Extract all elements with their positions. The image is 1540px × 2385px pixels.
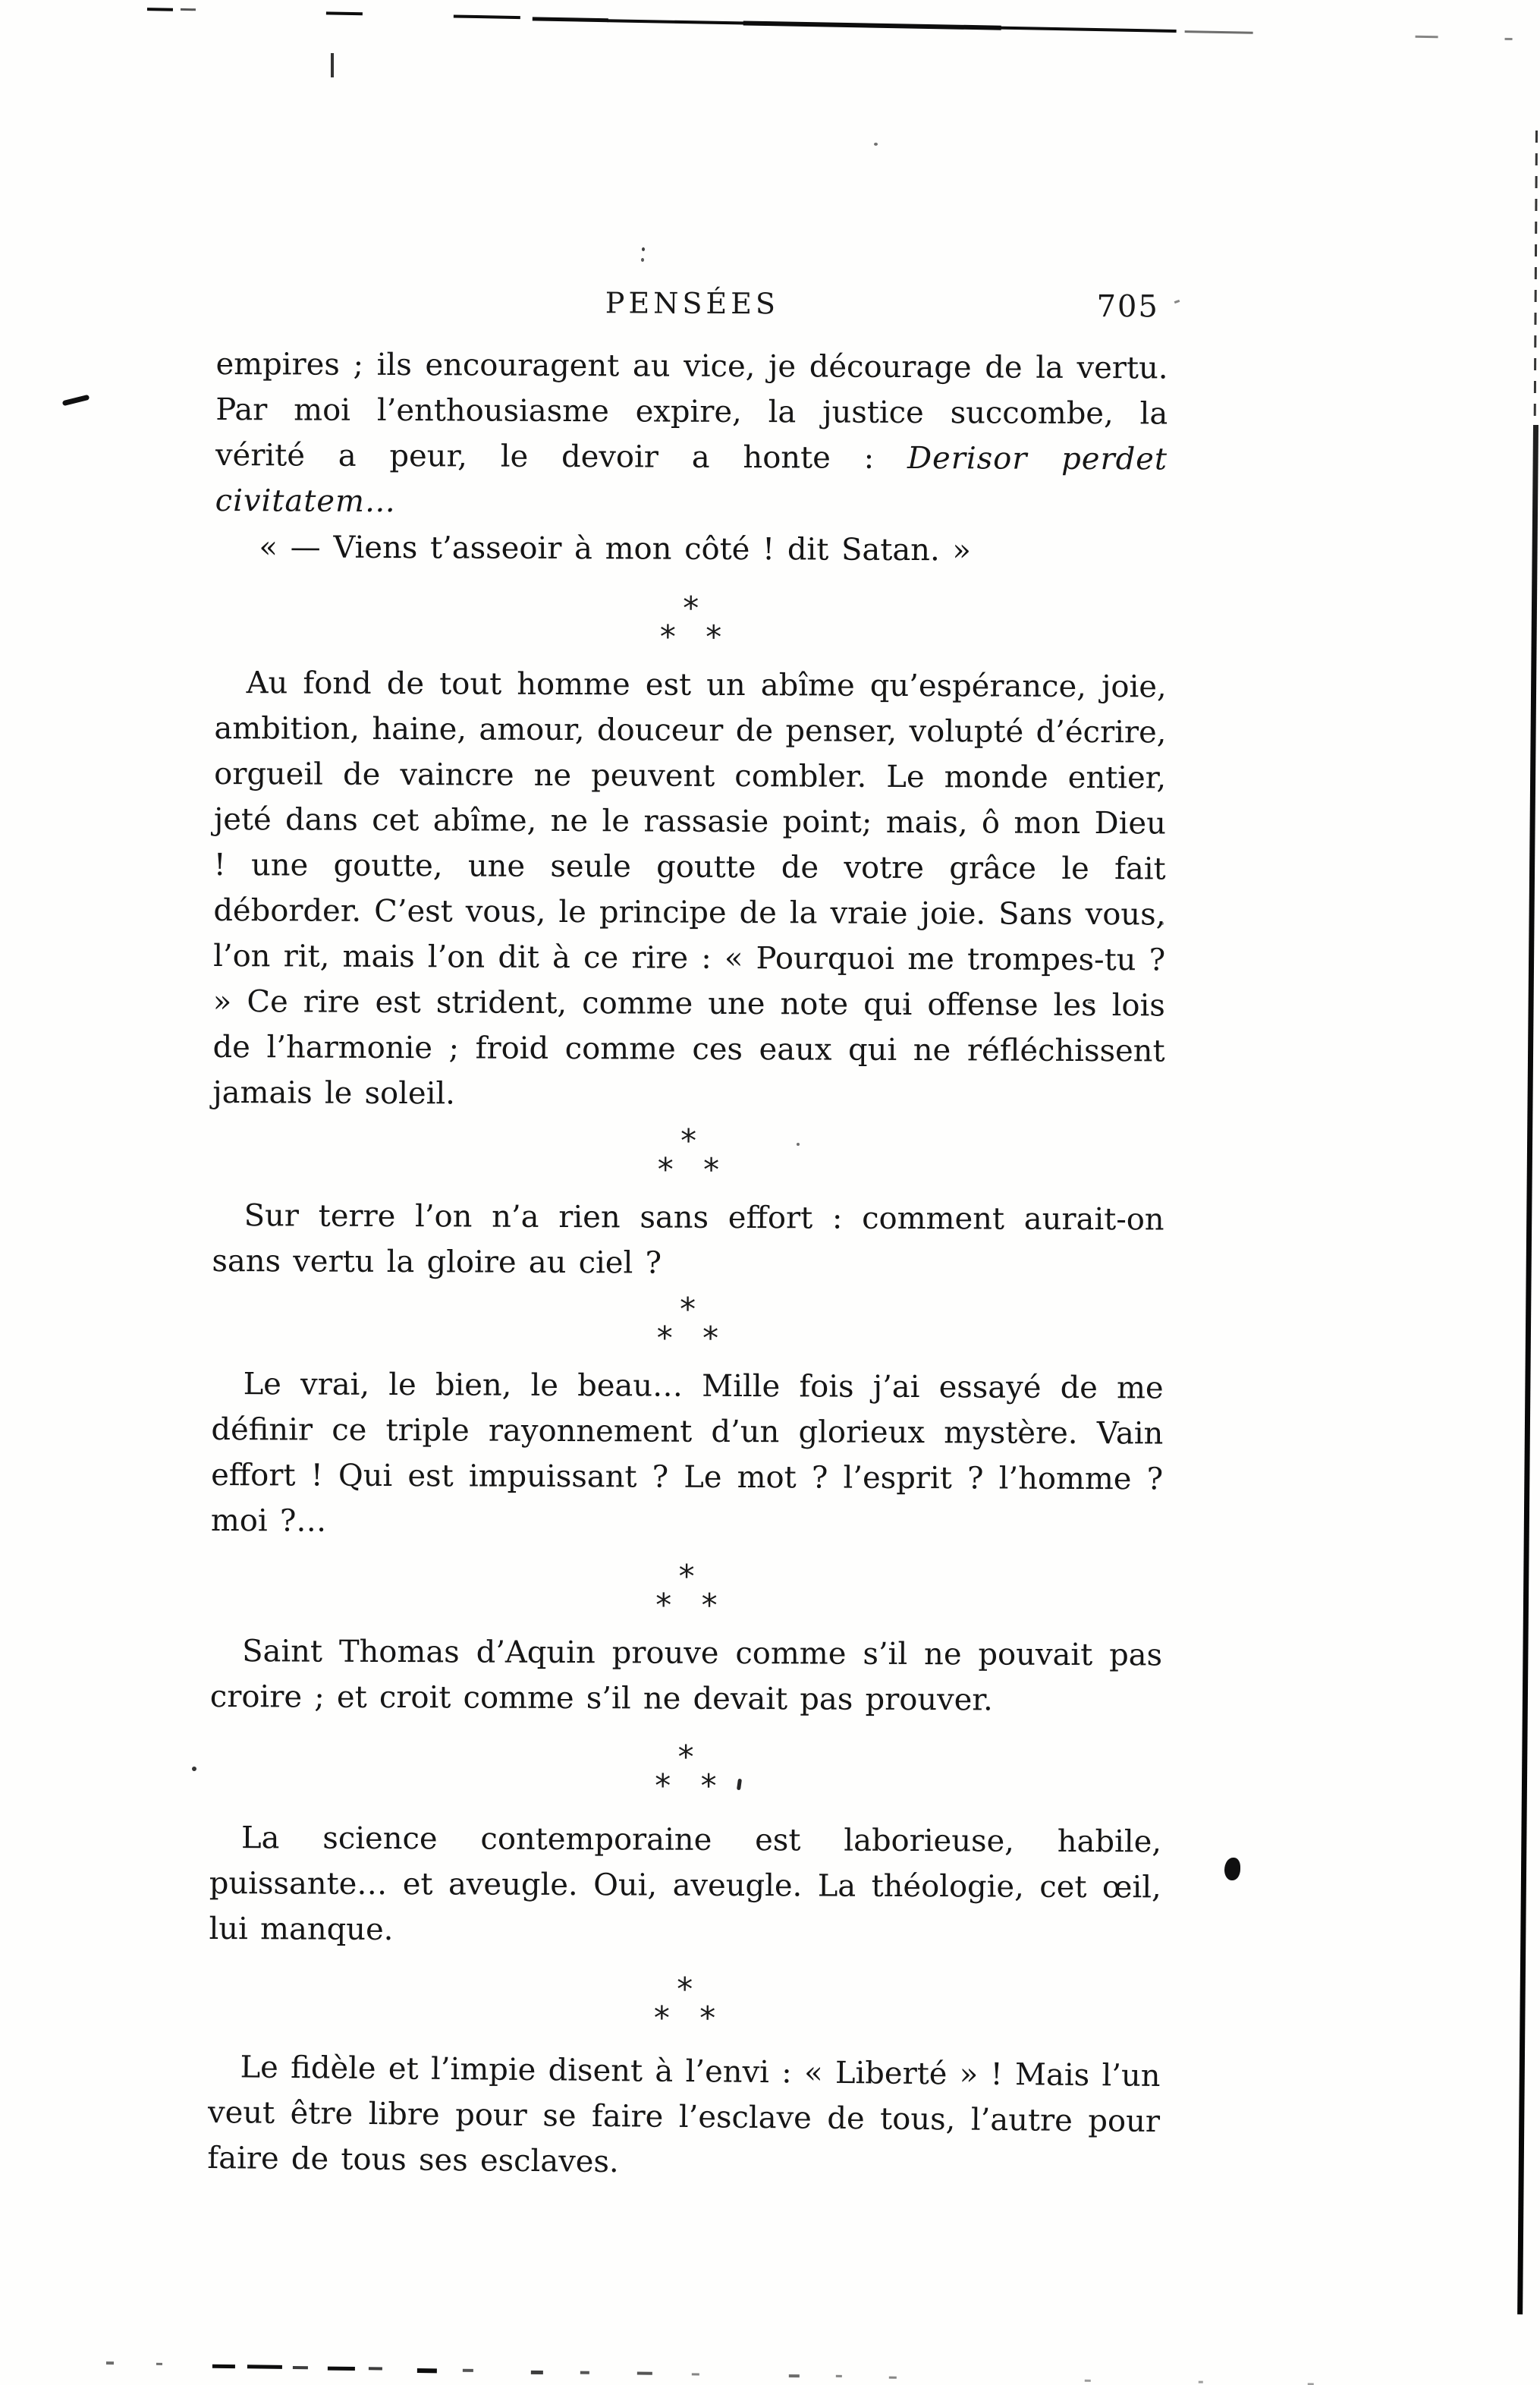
page-title: PENSÉES [605, 286, 780, 321]
page-number: 705 [1096, 289, 1159, 325]
asterisk-pair: * * [656, 1319, 719, 1357]
asterisk-pair: * * [659, 618, 722, 656]
asterism-separator [212, 1290, 1164, 1358]
asterisk-top: * [680, 1122, 697, 1159]
asterisk-pair: * * [655, 1767, 717, 1804]
ink-blob [1224, 1858, 1240, 1880]
scan-speck [1174, 300, 1180, 304]
paragraph: Le vrai, le bien, le beau… Mille fois j’ai essayé de me définir ce triple rayonnement d’un glorieux mystère. Vain effort ! Qui est impuissant ? Le mot ? l’esprit ? l’homme ? moi ?… [210, 1367, 1164, 1539]
scan-artifact-tick [331, 53, 334, 77]
scan-artifact-right-edge [1517, 425, 1538, 2314]
scan-speck [192, 1767, 196, 1771]
asterisk-top: * [678, 1557, 695, 1595]
asterisk-top: * [679, 1290, 696, 1328]
paragraph: Saint Thomas d’Aquin prouve comme s’il ne pouvait pas croire ; et croit comme s’il ne devait pas prouver. [209, 1634, 1163, 1718]
paragraph: Sur terre l’on n’a rien sans effort : comment aurait-on sans vertu la gloire au ciel ? [212, 1198, 1164, 1281]
paragraph: Au fond de tout homme est un abîme qu’espérance, joie, ambition, haine, amour, douceur de penser, volupté d’écrire, orgueil de vaincre ne peuvent combler. Le monde entier, jeté dans cet abîme, ne le rassasie point; mais, ô mon Dieu ! une goutte, une seule goutte de votre grâce le fait déborder. C’est vous, le principe de la vraie joie. Sans vous, l’on rit, mais l’on dit à ce rire : « Pourquoi me trompes-tu ? » Ce rire est strident, comme une note qui offense les lois de l’harmonie ; froid comme ces eaux qui ne réfléchissent jamais le soleil. [212, 665, 1167, 1112]
quote-line: « — Viens t’asseoir à mon côté ! dit Satan. » [259, 530, 972, 568]
running-head [216, 282, 1168, 326]
paragraph-text: empires ; ils encouragent au vice, je décourage de la vertu. Par moi l’enthousiasme expire, la justice succombe, la vérité a peur, le devoir a honte : [215, 346, 1168, 476]
paragraph: La science contemporaine est laborieuse, habile, puissante… et aveugle. Oui, aveugle. La théologie, cet œil, lui manque. [209, 1820, 1162, 1948]
asterisk-top: * [683, 589, 699, 627]
scan-speck [874, 143, 878, 146]
page-content [208, 282, 1168, 2185]
paragraph: Le fidèle et l’impie disent à l’envi : « Liberté » ! Mais l’un veut être libre pour se faire l’esclave de tous, l’autre pour faire de tous ses esclaves. [207, 2050, 1161, 2180]
asterisk-pair: * * [653, 1999, 716, 2037]
scan-artifact-bottom-edge [106, 2361, 1335, 2385]
latin-phrase-italic: Derisor perdet civitatem… [215, 440, 1168, 520]
scan-speck [642, 247, 645, 251]
paragraph-continuation [215, 341, 1168, 527]
scan-speck [641, 258, 644, 262]
asterism-separator [215, 589, 1167, 656]
scan-artifact-top-edge [144, 8, 1434, 40]
asterisk-pair: * * [657, 1150, 720, 1188]
margin-dash [62, 395, 90, 407]
asterisk-top: * [677, 1738, 694, 1776]
asterism-separator [212, 1122, 1164, 1189]
asterisk-pair: * * [655, 1586, 718, 1624]
asterism-separator [209, 1970, 1161, 2037]
asterism-separator [210, 1557, 1162, 1625]
asterism-separator [209, 1738, 1161, 1805]
asterisk-top: * [677, 1970, 693, 2008]
